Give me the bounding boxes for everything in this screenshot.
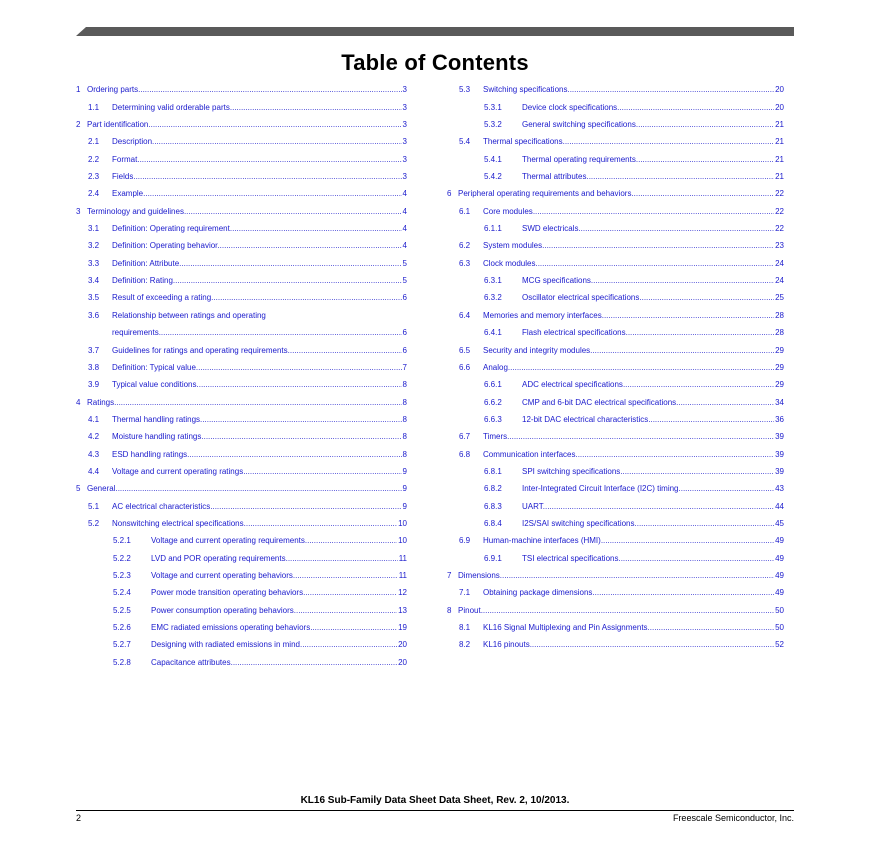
toc-entry-title: EMC radiated emissions operating behaviors ..... bbox=[151, 623, 397, 632]
page-title: Table of Contents bbox=[341, 50, 529, 75]
toc-entry-page: 49 bbox=[775, 536, 784, 546]
toc-entry-page: 3 bbox=[402, 85, 407, 95]
toc-entry[interactable] bbox=[447, 545, 784, 562]
toc-entry-number: 2.4 bbox=[88, 189, 100, 199]
toc-entry-page: 28 bbox=[775, 328, 784, 338]
toc-entry-number: 5.3.2 bbox=[484, 120, 502, 130]
toc-entry-title: requirements ..... bbox=[112, 328, 402, 337]
toc-entry[interactable] bbox=[76, 580, 407, 597]
toc-entry-title: Result of exceeding a rating ..... bbox=[112, 293, 402, 302]
toc-entry-page: 49 bbox=[775, 570, 784, 580]
toc-entry-page: 8 bbox=[402, 432, 407, 442]
toc-entry[interactable] bbox=[447, 285, 784, 302]
toc-entry-page: 6 bbox=[402, 328, 407, 338]
toc-entry[interactable] bbox=[447, 407, 784, 424]
toc-entry-page: 8 bbox=[402, 380, 407, 390]
toc-entry-page: 6 bbox=[402, 293, 407, 303]
toc-entry-page: 20 bbox=[775, 102, 784, 112]
toc-entry[interactable] bbox=[76, 129, 407, 146]
toc-entry-title: Description ..... bbox=[112, 137, 402, 146]
toc-entry-number: 6.4 bbox=[459, 310, 471, 320]
footer-doc-title: KL16 Sub-Family Data Sheet Data Sheet, Rev. 2, 10/2013. bbox=[300, 795, 570, 806]
toc-entry-title: Analog ..... bbox=[483, 363, 774, 372]
toc-entry-page: 9 bbox=[402, 501, 407, 511]
toc-entry-number: 6.6.3 bbox=[484, 414, 502, 424]
toc-entry[interactable] bbox=[447, 580, 784, 597]
toc-entry-title: Memories and memory interfaces ..... bbox=[483, 311, 774, 320]
toc-entry[interactable] bbox=[447, 615, 784, 632]
toc-entry-number: 3.1 bbox=[88, 224, 100, 234]
toc-entry-number: 5.2.5 bbox=[113, 605, 131, 615]
toc-entry-number: 5.2.1 bbox=[113, 536, 131, 546]
toc-entry-title: Inter-Integrated Circuit Interface (I2C) timing ..... bbox=[522, 484, 774, 493]
toc-entry-number: 3.3 bbox=[88, 258, 100, 268]
toc-entry-title: KL16 pinouts ..... bbox=[483, 640, 774, 649]
toc-entry-page: 4 bbox=[402, 206, 407, 216]
toc-entry-number: 6.8 bbox=[459, 449, 471, 459]
toc-entry[interactable] bbox=[447, 250, 784, 267]
toc-entry-page: 34 bbox=[775, 397, 784, 407]
toc-entry-title: Thermal handling ratings ..... bbox=[112, 415, 402, 424]
toc-entry-number: 4.3 bbox=[88, 449, 100, 459]
toc-entry[interactable] bbox=[447, 77, 784, 94]
footer-page-number: 2 bbox=[76, 813, 82, 823]
toc-entry-page: 3 bbox=[402, 172, 407, 182]
toc-entry-number: 6.9 bbox=[459, 536, 471, 546]
toc-entry[interactable] bbox=[76, 285, 407, 302]
toc-entry-page: 10 bbox=[398, 536, 407, 546]
toc-entry-number: 6.4.1 bbox=[484, 328, 502, 338]
toc-entry-title: Timers ..... bbox=[483, 432, 774, 441]
toc-entry-page: 50 bbox=[775, 605, 784, 615]
toc-entry[interactable] bbox=[76, 407, 407, 424]
toc-entry-number: 7 bbox=[447, 570, 452, 580]
toc-entry-number: 2 bbox=[76, 120, 81, 130]
toc-entry-title: Human-machine interfaces (HMI) ..... bbox=[483, 536, 774, 545]
toc-entry-page: 8 bbox=[402, 414, 407, 424]
toc-entry-title: Flash electrical specifications ..... bbox=[522, 328, 774, 337]
toc-entry[interactable] bbox=[447, 198, 784, 215]
toc-entry-title: Guidelines for ratings and operating requirements ..... bbox=[112, 346, 402, 355]
toc-entry-title: Obtaining package dimensions ..... bbox=[483, 588, 774, 597]
toc-entry[interactable] bbox=[76, 615, 407, 632]
toc-entry-number: 8.2 bbox=[459, 640, 471, 650]
toc-entry[interactable] bbox=[447, 146, 784, 163]
toc-entry-page: 11 bbox=[398, 570, 407, 580]
toc-entry-page: 13 bbox=[398, 605, 407, 615]
toc-entry-page: 29 bbox=[775, 362, 784, 372]
toc-entry-title: Format ..... bbox=[112, 155, 402, 164]
toc-entry[interactable] bbox=[447, 164, 784, 181]
toc-entry-page: 9 bbox=[402, 484, 407, 494]
toc-entry-number: 6.6.2 bbox=[484, 397, 502, 407]
toc-entry-title: Voltage and current operating ratings ..... bbox=[112, 467, 402, 476]
toc-entry[interactable] bbox=[76, 146, 407, 163]
toc-entry-title: General ..... bbox=[87, 484, 402, 493]
toc-entry-page: 43 bbox=[775, 484, 784, 494]
toc-entry-number: 2.3 bbox=[88, 172, 100, 182]
toc-entry[interactable] bbox=[447, 94, 784, 111]
toc-entry-number: 6.3 bbox=[459, 258, 471, 268]
toc-entry[interactable] bbox=[76, 511, 407, 528]
toc-entry[interactable] bbox=[76, 233, 407, 250]
toc-entry-page: 25 bbox=[775, 293, 784, 303]
toc-entry-page: 4 bbox=[402, 224, 407, 234]
toc-entry-number: 5.4.2 bbox=[484, 172, 502, 182]
toc-entry[interactable] bbox=[447, 528, 784, 545]
toc-entry[interactable] bbox=[76, 94, 407, 111]
toc-entry[interactable] bbox=[447, 459, 784, 476]
toc-right-column bbox=[447, 77, 784, 649]
toc-entry-page: 7 bbox=[402, 362, 407, 372]
toc-entry[interactable] bbox=[447, 632, 784, 649]
toc-entry-page: 21 bbox=[775, 172, 784, 182]
toc-entry-title: Pinout ..... bbox=[458, 606, 774, 615]
toc-entry-number: 6.6 bbox=[459, 362, 471, 372]
toc-entry[interactable] bbox=[76, 216, 407, 233]
toc-entry-page: 3 bbox=[402, 154, 407, 164]
toc-entry-title: Dimensions ..... bbox=[458, 571, 774, 580]
toc-entry-title: Definition: Rating ..... bbox=[112, 276, 402, 285]
toc-entry-page: 44 bbox=[775, 501, 784, 511]
toc-entry-number: 5.3 bbox=[459, 85, 471, 95]
toc-entry-title: 12-bit DAC electrical characteristics ..... bbox=[522, 415, 774, 424]
toc-entry-number: 3.8 bbox=[88, 362, 100, 372]
toc-entry-number: 8 bbox=[447, 605, 452, 615]
toc-entry[interactable] bbox=[447, 441, 784, 458]
toc-entry-page: 20 bbox=[398, 640, 407, 650]
toc-entry[interactable] bbox=[76, 77, 407, 94]
toc-entry-number: 6.3.2 bbox=[484, 293, 502, 303]
toc-entry-page: 22 bbox=[775, 189, 784, 199]
toc-entry-title: Designing with radiated emissions in mind ..... bbox=[151, 640, 397, 649]
toc-entry-title: Nonswitching electrical specifications ..... bbox=[112, 519, 397, 528]
toc-entry-title: Fields ..... bbox=[112, 172, 402, 181]
toc-entry-number: 5.3.1 bbox=[484, 102, 502, 112]
toc-entry[interactable] bbox=[447, 129, 784, 146]
toc-entry-page: 21 bbox=[775, 154, 784, 164]
toc-entry-title: Power consumption operating behaviors ..... bbox=[151, 606, 397, 615]
toc-entry-page: 20 bbox=[398, 657, 407, 667]
toc-entry-number: 6.5 bbox=[459, 345, 471, 355]
toc-entry-number: 6.8.3 bbox=[484, 501, 502, 511]
toc-entry-number: 5.4 bbox=[459, 137, 471, 147]
toc-entry-title: Determining valid orderable parts ..... bbox=[112, 103, 402, 112]
toc-entry[interactable] bbox=[447, 493, 784, 510]
toc-entry-number: 4.1 bbox=[88, 414, 100, 424]
toc-entry-title: System modules ..... bbox=[483, 241, 774, 250]
toc-entry-number: 6.8.2 bbox=[484, 484, 502, 494]
toc-entry-title: KL16 Signal Multiplexing and Pin Assignments ..... bbox=[483, 623, 774, 632]
toc-entry-page: 6 bbox=[402, 345, 407, 355]
toc-entry-number: 5.1 bbox=[88, 501, 100, 511]
toc-entry[interactable] bbox=[76, 250, 407, 267]
toc-entry[interactable] bbox=[76, 476, 407, 493]
toc-entry[interactable] bbox=[76, 355, 407, 372]
toc-entry[interactable] bbox=[76, 112, 407, 129]
toc-entry[interactable] bbox=[76, 545, 407, 562]
toc-entry-page: 19 bbox=[398, 623, 407, 632]
toc-entry[interactable] bbox=[76, 441, 407, 458]
toc-entry-title: Voltage and current operating behaviors ..... bbox=[151, 571, 398, 580]
toc-entry-page: 9 bbox=[402, 466, 407, 476]
toc-entry[interactable] bbox=[447, 372, 784, 389]
toc-entry-title: Typical value conditions ..... bbox=[112, 380, 402, 389]
toc-entry-title: Clock modules ..... bbox=[483, 259, 774, 268]
toc-entry-number: 5.2.4 bbox=[113, 588, 131, 598]
toc-entry-title: Security and integrity modules ..... bbox=[483, 346, 774, 355]
toc-entry-title: Thermal specifications ..... bbox=[483, 137, 774, 146]
toc-left-column bbox=[76, 77, 407, 667]
toc-entry-title: UART ..... bbox=[522, 502, 774, 511]
toc-entry[interactable] bbox=[447, 268, 784, 285]
toc-entry-title: ADC electrical specifications ..... bbox=[522, 380, 774, 389]
toc-entry-page: 5 bbox=[402, 276, 407, 286]
toc-entry-title: I2S/SAI switching specifications ..... bbox=[522, 519, 774, 528]
toc-entry-title: CMP and 6-bit DAC electrical specifications ..... bbox=[522, 398, 774, 407]
toc-entry-number: 3.5 bbox=[88, 293, 100, 303]
toc-entry-page: 3 bbox=[402, 102, 407, 112]
toc-entry-page: 12 bbox=[398, 588, 407, 598]
footer-company: Freescale Semiconductor, Inc. bbox=[672, 813, 794, 823]
toc-entry-title: Example ..... bbox=[112, 189, 402, 198]
toc-entry-page: 23 bbox=[775, 241, 784, 251]
toc-entry[interactable] bbox=[76, 649, 407, 666]
toc-entry-number: 6.6.1 bbox=[484, 380, 502, 390]
toc-entry-number: 6.7 bbox=[459, 432, 471, 442]
toc-entry-number: 6.2 bbox=[459, 241, 471, 251]
toc-entry-page: 49 bbox=[775, 553, 784, 563]
toc-entry-page: 24 bbox=[775, 276, 784, 286]
toc-entry-title: SPI switching specifications ..... bbox=[522, 467, 774, 476]
toc-entry-page: 50 bbox=[775, 623, 784, 632]
toc-entry[interactable] bbox=[447, 597, 784, 614]
footer-divider bbox=[76, 810, 794, 811]
toc-entry-number: 6.8.1 bbox=[484, 466, 502, 476]
toc-entry[interactable] bbox=[447, 476, 784, 493]
toc-entry[interactable] bbox=[447, 389, 784, 406]
toc-entry-title: Ordering parts ..... bbox=[87, 85, 402, 94]
toc-entry-title: Definition: Operating requirement ..... bbox=[112, 224, 402, 233]
toc-entry-number: 5.2.8 bbox=[113, 657, 131, 667]
toc-entry-page: 29 bbox=[775, 380, 784, 390]
toc-entry-title: LVD and POR operating requirements ..... bbox=[151, 554, 398, 563]
toc-entry-number: 5.2.7 bbox=[113, 640, 131, 650]
toc-entry-page: 49 bbox=[775, 588, 784, 598]
toc-entry-page: 52 bbox=[775, 640, 784, 650]
toc-entry-number: 1.1 bbox=[88, 102, 100, 112]
toc-entry-number: 6.1 bbox=[459, 206, 471, 216]
toc-entry-number: 3.6 bbox=[88, 310, 100, 320]
toc-entry-number: 6.1.1 bbox=[484, 224, 502, 234]
toc-entry-title: SWD electricals ..... bbox=[522, 224, 774, 233]
toc-entry-page: 22 bbox=[775, 206, 784, 216]
toc-entry[interactable] bbox=[76, 268, 407, 285]
toc-entry-number: 5.4.1 bbox=[484, 154, 502, 164]
toc-entry-number: 1 bbox=[76, 85, 81, 95]
toc-entry-number: 4.2 bbox=[88, 432, 100, 442]
toc-entry-number: 6.8.4 bbox=[484, 518, 502, 528]
toc-entry[interactable] bbox=[447, 216, 784, 233]
toc-entry-title: Terminology and guidelines ..... bbox=[87, 207, 402, 216]
toc-entry-title: Thermal operating requirements ..... bbox=[522, 155, 774, 164]
toc-entry-title: Ratings ..... bbox=[87, 398, 402, 407]
toc-entry[interactable] bbox=[447, 302, 784, 319]
toc-entry-page: 4 bbox=[402, 189, 407, 199]
toc-entry[interactable] bbox=[76, 424, 407, 441]
toc-entry-number: 6 bbox=[447, 189, 452, 199]
toc-entry[interactable] bbox=[76, 181, 407, 198]
toc-entry-number: 5.2.2 bbox=[113, 553, 131, 563]
toc-entry[interactable] bbox=[76, 198, 407, 215]
toc-entry-page: 8 bbox=[402, 449, 407, 459]
toc-entry-number: 3.9 bbox=[88, 380, 100, 390]
toc-entry-title: Device clock specifications ..... bbox=[522, 103, 774, 112]
toc-entry-title: Peripheral operating requirements and behaviors ..... bbox=[458, 189, 774, 198]
toc-entry-title: Core modules ..... bbox=[483, 207, 774, 216]
toc-entry-number: 6.9.1 bbox=[484, 553, 502, 563]
toc-entry-page: 39 bbox=[775, 449, 784, 459]
toc-entry-page: 10 bbox=[398, 518, 407, 528]
toc-entry[interactable] bbox=[76, 459, 407, 476]
toc-entry-number: 4 bbox=[76, 397, 81, 407]
toc-entry[interactable] bbox=[447, 563, 784, 580]
toc-entry-title: Power mode transition operating behaviors ..... bbox=[151, 588, 397, 597]
toc-entry-title: Oscillator electrical specifications ..... bbox=[522, 293, 774, 302]
toc-entry[interactable] bbox=[447, 320, 784, 337]
toc-entry-number: 4.4 bbox=[88, 466, 100, 476]
toc-entry-page: 11 bbox=[398, 553, 407, 563]
toc-entry-number: 3.7 bbox=[88, 345, 100, 355]
toc-entry[interactable] bbox=[447, 424, 784, 441]
toc-entry-number: 7.1 bbox=[459, 588, 471, 598]
toc-entry-number: 3.4 bbox=[88, 276, 100, 286]
toc-entry-page: 8 bbox=[402, 397, 407, 407]
toc-entry-number: 5 bbox=[76, 484, 81, 494]
toc-entry[interactable] bbox=[447, 337, 784, 354]
toc-entry[interactable] bbox=[76, 528, 407, 545]
toc-entry-number: 3.2 bbox=[88, 241, 100, 251]
toc-entry-number: 5.2 bbox=[88, 518, 100, 528]
toc-entry-page: 29 bbox=[775, 345, 784, 355]
toc-entry-page: 3 bbox=[402, 120, 407, 130]
toc-entry[interactable] bbox=[76, 597, 407, 614]
toc-entry-title: MCG specifications ..... bbox=[522, 276, 774, 285]
toc-entry-page: 39 bbox=[775, 432, 784, 442]
toc-entry-title: TSI electrical specifications ..... bbox=[522, 554, 774, 563]
toc-entry-number: 3 bbox=[76, 206, 81, 216]
toc-entry[interactable] bbox=[447, 511, 784, 528]
toc-entry[interactable] bbox=[447, 355, 784, 372]
toc-entry-title: Communication interfaces ..... bbox=[483, 450, 774, 459]
toc-entry-title: Definition: Typical value ..... bbox=[112, 363, 402, 372]
toc-entry-number: 2.1 bbox=[88, 137, 100, 147]
toc-entry[interactable] bbox=[76, 563, 407, 580]
toc-entry-page: 20 bbox=[775, 85, 784, 95]
toc-entry-title: Definition: Attribute ..... bbox=[112, 259, 402, 268]
toc-entry-title: Part identification ..... bbox=[87, 120, 402, 129]
toc-entry-title: ESD handling ratings ..... bbox=[112, 450, 402, 459]
toc-entry-page: 21 bbox=[775, 137, 784, 147]
toc-entry[interactable] bbox=[447, 181, 784, 198]
toc-entry-page: 28 bbox=[775, 310, 784, 320]
toc-entry-title: Capacitance attributes ..... bbox=[151, 658, 397, 667]
toc-entry-page: 3 bbox=[402, 137, 407, 147]
toc-entry-page: 24 bbox=[775, 258, 784, 268]
toc-entry[interactable] bbox=[76, 337, 407, 354]
toc-entry[interactable] bbox=[76, 320, 407, 337]
toc-entry-title: General switching specifications ..... bbox=[522, 120, 774, 129]
toc-entry[interactable] bbox=[447, 233, 784, 250]
toc-entry[interactable] bbox=[447, 112, 784, 129]
toc-entry-number: 5.2.6 bbox=[113, 623, 131, 632]
toc-entry-title: Switching specifications ..... bbox=[483, 85, 774, 94]
toc-entry-page: 21 bbox=[775, 120, 784, 130]
toc-entry-title: Definition: Operating behavior ..... bbox=[112, 241, 402, 250]
toc-entry[interactable] bbox=[76, 493, 407, 510]
toc-entry-title: Moisture handling ratings ..... bbox=[112, 432, 402, 441]
toc-entry[interactable] bbox=[76, 632, 407, 649]
header-bar bbox=[76, 27, 794, 36]
toc-entry-page: 4 bbox=[402, 241, 407, 251]
toc-entry-title: Relationship between ratings and operating bbox=[112, 310, 266, 320]
toc-entry[interactable] bbox=[76, 389, 407, 406]
toc-entry[interactable] bbox=[76, 164, 407, 181]
toc-entry-number: 5.2.3 bbox=[113, 570, 131, 580]
toc-entry-page: 5 bbox=[402, 258, 407, 268]
toc-entry-title: Thermal attributes ..... bbox=[522, 172, 774, 181]
toc-entry-page: 36 bbox=[775, 414, 784, 424]
toc-entry-title: Voltage and current operating requirements ..... bbox=[151, 536, 397, 545]
toc-entry-number: 6.3.1 bbox=[484, 276, 502, 286]
toc-entry-number: 8.1 bbox=[459, 623, 471, 632]
toc-entry-page: 39 bbox=[775, 466, 784, 476]
toc-entry-page: 22 bbox=[775, 224, 784, 234]
toc-entry[interactable] bbox=[76, 302, 407, 319]
toc-entry-page: 45 bbox=[775, 518, 784, 528]
toc-entry-title: AC electrical characteristics ..... bbox=[112, 502, 402, 511]
toc-entry-number: 2.2 bbox=[88, 154, 100, 164]
toc-entry[interactable] bbox=[76, 372, 407, 389]
